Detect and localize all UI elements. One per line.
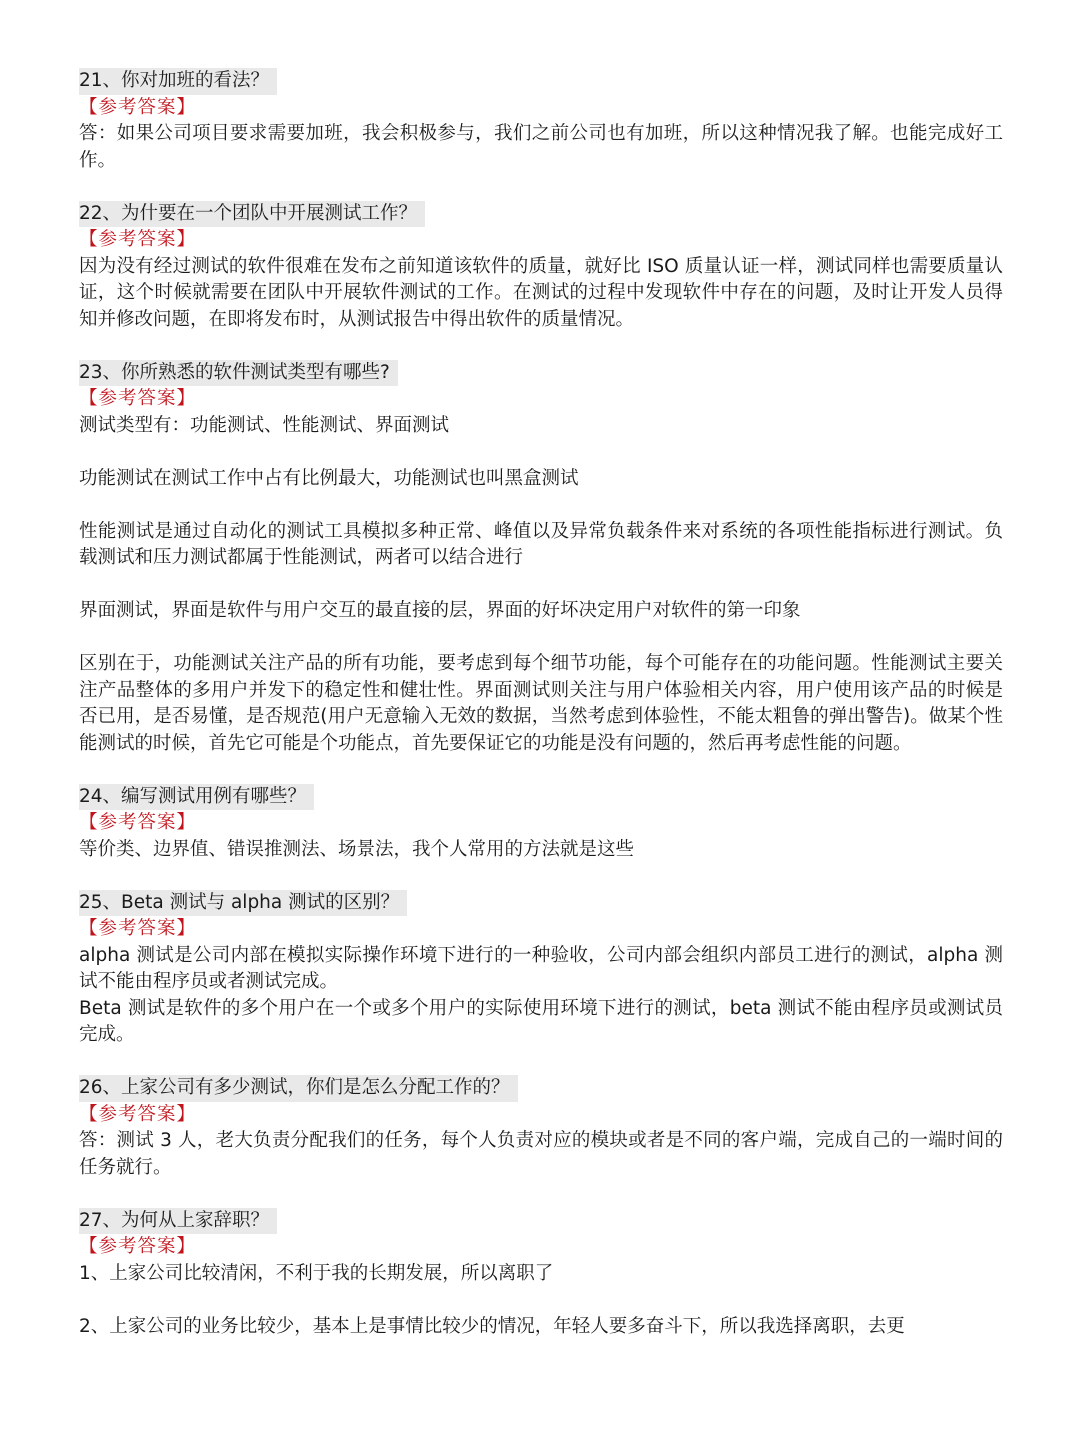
qa-item: [79, 201, 1003, 334]
qa-item: [79, 360, 1003, 758]
paragraph-gap: [79, 439, 1003, 466]
answer-tag: 【参考答案】: [79, 918, 197, 939]
answer-paragraph: 2、上家公司的业务比较少，基本上是事情比较少的情况，年轻人要多奋斗下，所以我选择离职，去更: [79, 1315, 905, 1337]
qa-item: [79, 1075, 1003, 1181]
answer-paragraph: alpha 测试是公司内部在模拟实际操作环境下进行的一种验收，公司内部会组织内部员工进行的测试，alpha 测试不能由程序员或者测试完成。: [79, 944, 1003, 992]
question-heading: 26、上家公司有多少测试，你们是怎么分配工作的？: [79, 1075, 518, 1102]
answer-paragraph: Beta 测试是软件的多个用户在一个或多个用户的实际使用环境下进行的测试，beta 测试不能由程序员或测试员完成。: [79, 997, 1003, 1045]
question-heading: 22、为什要在一个团队中开展测试工作？: [79, 201, 425, 228]
answer-paragraph: 因为没有经过测试的软件很难在发布之前知道该软件的质量，就好比 ISO 质量认证一样，测试同样也需要质量认证，这个时候就需要在团队中开展软件测试的工作。在测试的过程中发现软件中存在的问题，及时让开发人员得知并修改问题，在即将发布时，从测试报告中得出软件的质量情况。: [79, 255, 1003, 330]
question-heading: 24、编写测试用例有哪些？: [79, 784, 314, 811]
answer-tag: 【参考答案】: [79, 1103, 197, 1125]
qa-item: [79, 1208, 1003, 1341]
answer-paragraph: 等价类、边界值、错误推测法、场景法，我个人常用的方法就是这些: [79, 838, 635, 860]
paragraph-gap: [79, 572, 1003, 599]
answer-paragraph: 界面测试，界面是软件与用户交互的最直接的层，界面的好坏决定用户对软件的第一印象: [79, 600, 801, 621]
question-heading: 23、你所熟悉的软件测试类型有哪些?: [79, 360, 398, 387]
document-page: [79, 68, 1003, 1367]
answer-tag: 【参考答案】: [79, 388, 197, 409]
qa-item: [79, 784, 1003, 864]
paragraph-gap: [79, 1287, 1003, 1314]
answer-paragraph: 1、上家公司比较清闲，不利于我的长期发展，所以离职了: [79, 1262, 554, 1284]
answer-paragraph: 测试类型有：功能测试、性能测试、界面测试: [79, 414, 450, 436]
paragraph-gap: [79, 492, 1003, 519]
answer-tag: 【参考答案】: [79, 96, 197, 118]
qa-item: [79, 68, 1003, 174]
answer-tag: 【参考答案】: [79, 229, 197, 250]
qa-item: [79, 890, 1003, 1049]
answer-paragraph: 区别在于，功能测试关注产品的所有功能，要考虑到每个细节功能，每个可能存在的功能问题。性能测试主要关注产品整体的多用户并发下的稳定性和健壮性。界面测试则关注与用户体验相关内容，用户使用该产品的时候是否已用，是否易懂，是否规范(用户无意输入无效的数据，当然考虑到体验性，不能太粗鲁的弹出警告)。做某个性能测试的时候，首先它可能是个功能点，首先要保证它的功能是没有问题的，然后再考虑性能的问题。: [79, 653, 1003, 754]
answer-paragraph: 功能测试在测试工作中占有比例最大，功能测试也叫黑盒测试: [79, 467, 579, 489]
answer-paragraph: 答：测试 3 人，老大负责分配我们的任务，每个人负责对应的模块或者是不同的客户端，完成自己的一端时间的任务就行。: [79, 1130, 1003, 1178]
question-heading: 27、为何从上家辞职？: [79, 1208, 277, 1235]
answer-tag: 【参考答案】: [79, 1236, 197, 1257]
answer-paragraph: 答：如果公司项目要求需要加班，我会积极参与，我们之前公司也有加班，所以这种情况我了解。也能完成好工作。: [79, 123, 1003, 171]
paragraph-gap: [79, 625, 1003, 652]
answer-paragraph: 性能测试是通过自动化的测试工具模拟多种正常、峰值以及异常负载条件来对系统的各项性能指标进行测试。负载测试和压力测试都属于性能测试，两者可以结合进行: [79, 520, 1003, 568]
question-heading: 21、你对加班的看法？: [79, 68, 277, 95]
question-heading: 25、Beta 测试与 alpha 测试的区别？: [79, 890, 407, 917]
answer-tag: 【参考答案】: [79, 812, 197, 833]
